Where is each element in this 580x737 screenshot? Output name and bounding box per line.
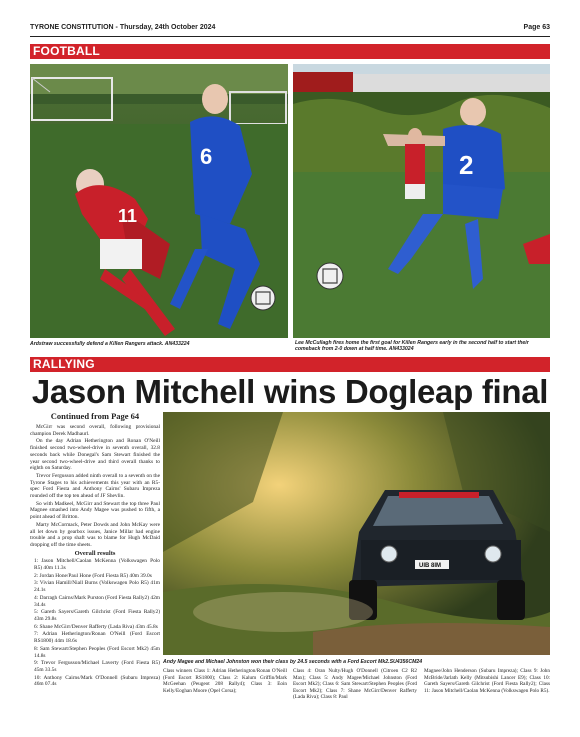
result-row: 1: Jason Mitchell/Caolan McKenna (Volkswagen Polo R5) 40m 11.3s (34, 558, 160, 572)
result-row: 5: Gareth Sayers/Gareth Gilchrist (Ford Fiesta Rally2) 43m 29.8s (34, 609, 160, 622)
publication-line: TYRONE CONSTITUTION - Thursday, 24th October 2024 (30, 24, 216, 31)
result-row: 9: Trevor Fergusson/Michael Laverty (Ford Fiesta R5) 45m 33.5s (34, 660, 160, 673)
caption-photo3: Andy Magee and Michael Johnston won their class by 24.5 seconds with a Ford Escort Mk2.SU4356CM24 (163, 659, 423, 665)
header-rule (30, 36, 550, 37)
article-paragraph: Marty McCormack, Peter Dowds and John McKay were all let down by gearbox issues, Janice Millar had engine trouble and a prop shaft was to blame for Hugh McDaid dropping off the time sheets. (30, 521, 160, 548)
article-paragraph: So with Madkeel, McGirr and Stewart the top three Paul Magnee smashed into Andy Magee was pushed to fifth, a point ahead of Britton. (30, 500, 160, 521)
class-winners-col-2: Class 4: Oran Nulty/Hugh O'Donnell (Citroen C2 R2 Max); Class 5: Andy Magee/Michael Johnston (Ford Escort Mk2); Class 6: Sam Stewart/Stephen Peoples (Ford Escort Mk2); Class 7: Shane McGirr/Denver Rafferty (Lada Riva); Class 8: Paul (293, 668, 417, 701)
results-heading: Overall results (74, 549, 116, 557)
result-row: 8: Sam Stewart/Stephen Peoples (Ford Escort Mk2) 45m 14.8s (34, 645, 160, 659)
headline: Jason Mitchell wins Dogleap final (31, 373, 549, 410)
section-band-football: FOOTBALL (30, 44, 550, 59)
caption-photo2: Lee McCullagh fires home the first goal for Killen Rangers early in the second half to start their comeback from 2-0 down at half time. AN433024 (295, 340, 529, 352)
jersey-number-11: 11 (118, 206, 138, 226)
football-photo-mccullagh (293, 64, 550, 338)
result-row: 7: Adrian Hetherington/Ronan O'Neill (Ford Escort RS1800) 44m 18.6s (34, 631, 160, 645)
section-band-rallying: RALLYING (30, 357, 550, 372)
article-paragraph: Trevor Fergusson added ninth overall to a seventh on the Tyrone Stages to his achievements this year with an R5-spec Ford Fiesta and Anthony Cairns' Subaru Impreza rounded off the top ten ahead of JF Shevlin. (30, 472, 160, 500)
article-paragraph: McGirr was second overall, following provisional champion Derek Madhaurl. (30, 424, 160, 437)
article-column (30, 411, 160, 688)
continued-line: Continued from Page 64 (50, 411, 140, 421)
result-row: 10: Anthony Cairns/Mark O'Donnell (Subaru Impreza) 46m 07.4s (34, 674, 160, 688)
jersey-number-6: 6 (200, 144, 213, 169)
page-header (30, 24, 550, 34)
result-row: 3: Vivian Hamill/Niall Burns (Volkswagen Polo R5) 41m 24.1s (34, 580, 160, 594)
result-row: 4: Darragh Cairns/Mark Purston (Ford Fiesta Rally2) 42m 34.4s (34, 594, 160, 608)
result-row: 6: Shane McGirr/Denver Rafferty (Lada Riva) 43m 45.8s (34, 623, 158, 630)
class-winners-col-1: Class winners Class 1: Adrian Hetherington/Ronan O'Neill (Ford Escort RS1800); Class 2: Kalum Griffin/Mark McGeehan (Peugeot 208 Rally4); Class 3: Eoin Kelly/Eoghan Moore (Opel Corsa); (163, 668, 287, 694)
car-plate: UIB 8IM (419, 563, 442, 569)
page-number: Page 63 (523, 24, 550, 31)
football-photo-ardstraw (30, 64, 288, 338)
result-row: 2: Jordan Hone/Paul Hone (Ford Fiesta R5) 40m 39.0s (34, 572, 152, 579)
caption-photo1: Ardstraw successfully defend a Killen Rangers attack. AN433224 (30, 341, 190, 347)
rally-photo (163, 412, 550, 655)
article-paragraph: On the day Adrian Hetherington and Ronan O'Neill finished second two-wheel-drive in seventh overall, 32.8 seconds back while Donegal's Sam Stewart finished the year second two-wheel-drive and third overall thanks to eighth on Saturday. (30, 438, 160, 472)
class-winners-col-3: Magnee/John Henderson (Subaru Impreza); Class 9: John McBride/Jarlath Kelly (Mitsubishi Lancer E9); Class 10: Gareth Sayers/Gareth Gilchrist (Ford Fiesta Rally2); Class 11: Jason Mitchell/Caolan McKenna (Volkswagen Polo R5). (424, 668, 550, 694)
jersey-number-2: 2 (459, 150, 474, 180)
